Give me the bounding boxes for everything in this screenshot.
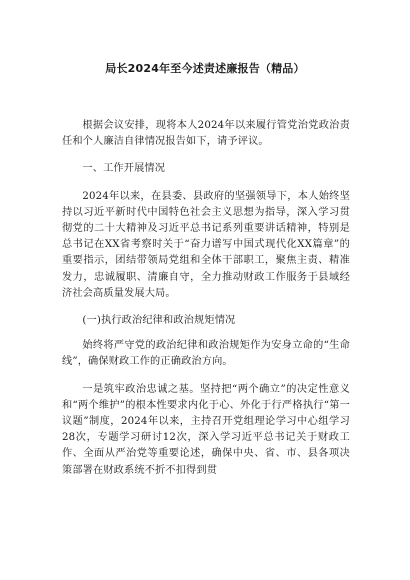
work-overview-paragraph: 2024年以来，在县委、县政府的坚强领导下，本人始终坚持以习近平新时代中国特色社会主义思想为指导，深入学习贯彻党的二十大精神及习近平总书记系列重要讲话精神，特别是总书记在XX省考察时关于“奋力谱写中国式现代化XX篇章”的重要指示，团结带领局党组和全体干部职工，聚焦主责、精准发力，忠诚履职、清廉自守，全力推动财政工作服务于县域经济社会高质量发展大局。 <box>62 190 350 299</box>
document-title: 局长2024年至今述责述廉报告（精品） <box>105 62 305 75</box>
section-heading-work-status: 一、工作开展情况 <box>82 163 166 175</box>
political-discipline-paragraph: 始终将严守党的政治纪律和政治规矩作为安身立命的“生命线”，确保财政工作的正确政治方向。 <box>62 340 350 368</box>
political-loyalty-paragraph: 一是筑牢政治忠诚之基。坚持把“两个确立”的决定性意义和“两个维护”的根本性要求内化于心、外化于行严格执行“第一议题”制度，2024年以来，主持召开党组理论学习中心组学习28次，专题学习研讨12次，深入学习近平总书记关于财政工作、全面从严治党等重要论述，确保中央、省、市、县各项决策部署在财政系统不折不扣得到贯 <box>62 383 350 476</box>
document-body <box>62 118 350 490</box>
intro-paragraph: 根据会议安排，现将本人2024年以来履行管党治党政治责任和个人廉洁自律情况报告如下，请予评议。 <box>62 120 350 148</box>
subsection-heading-political-discipline: (一)执行政治纪律和政治规矩情况 <box>82 315 236 327</box>
